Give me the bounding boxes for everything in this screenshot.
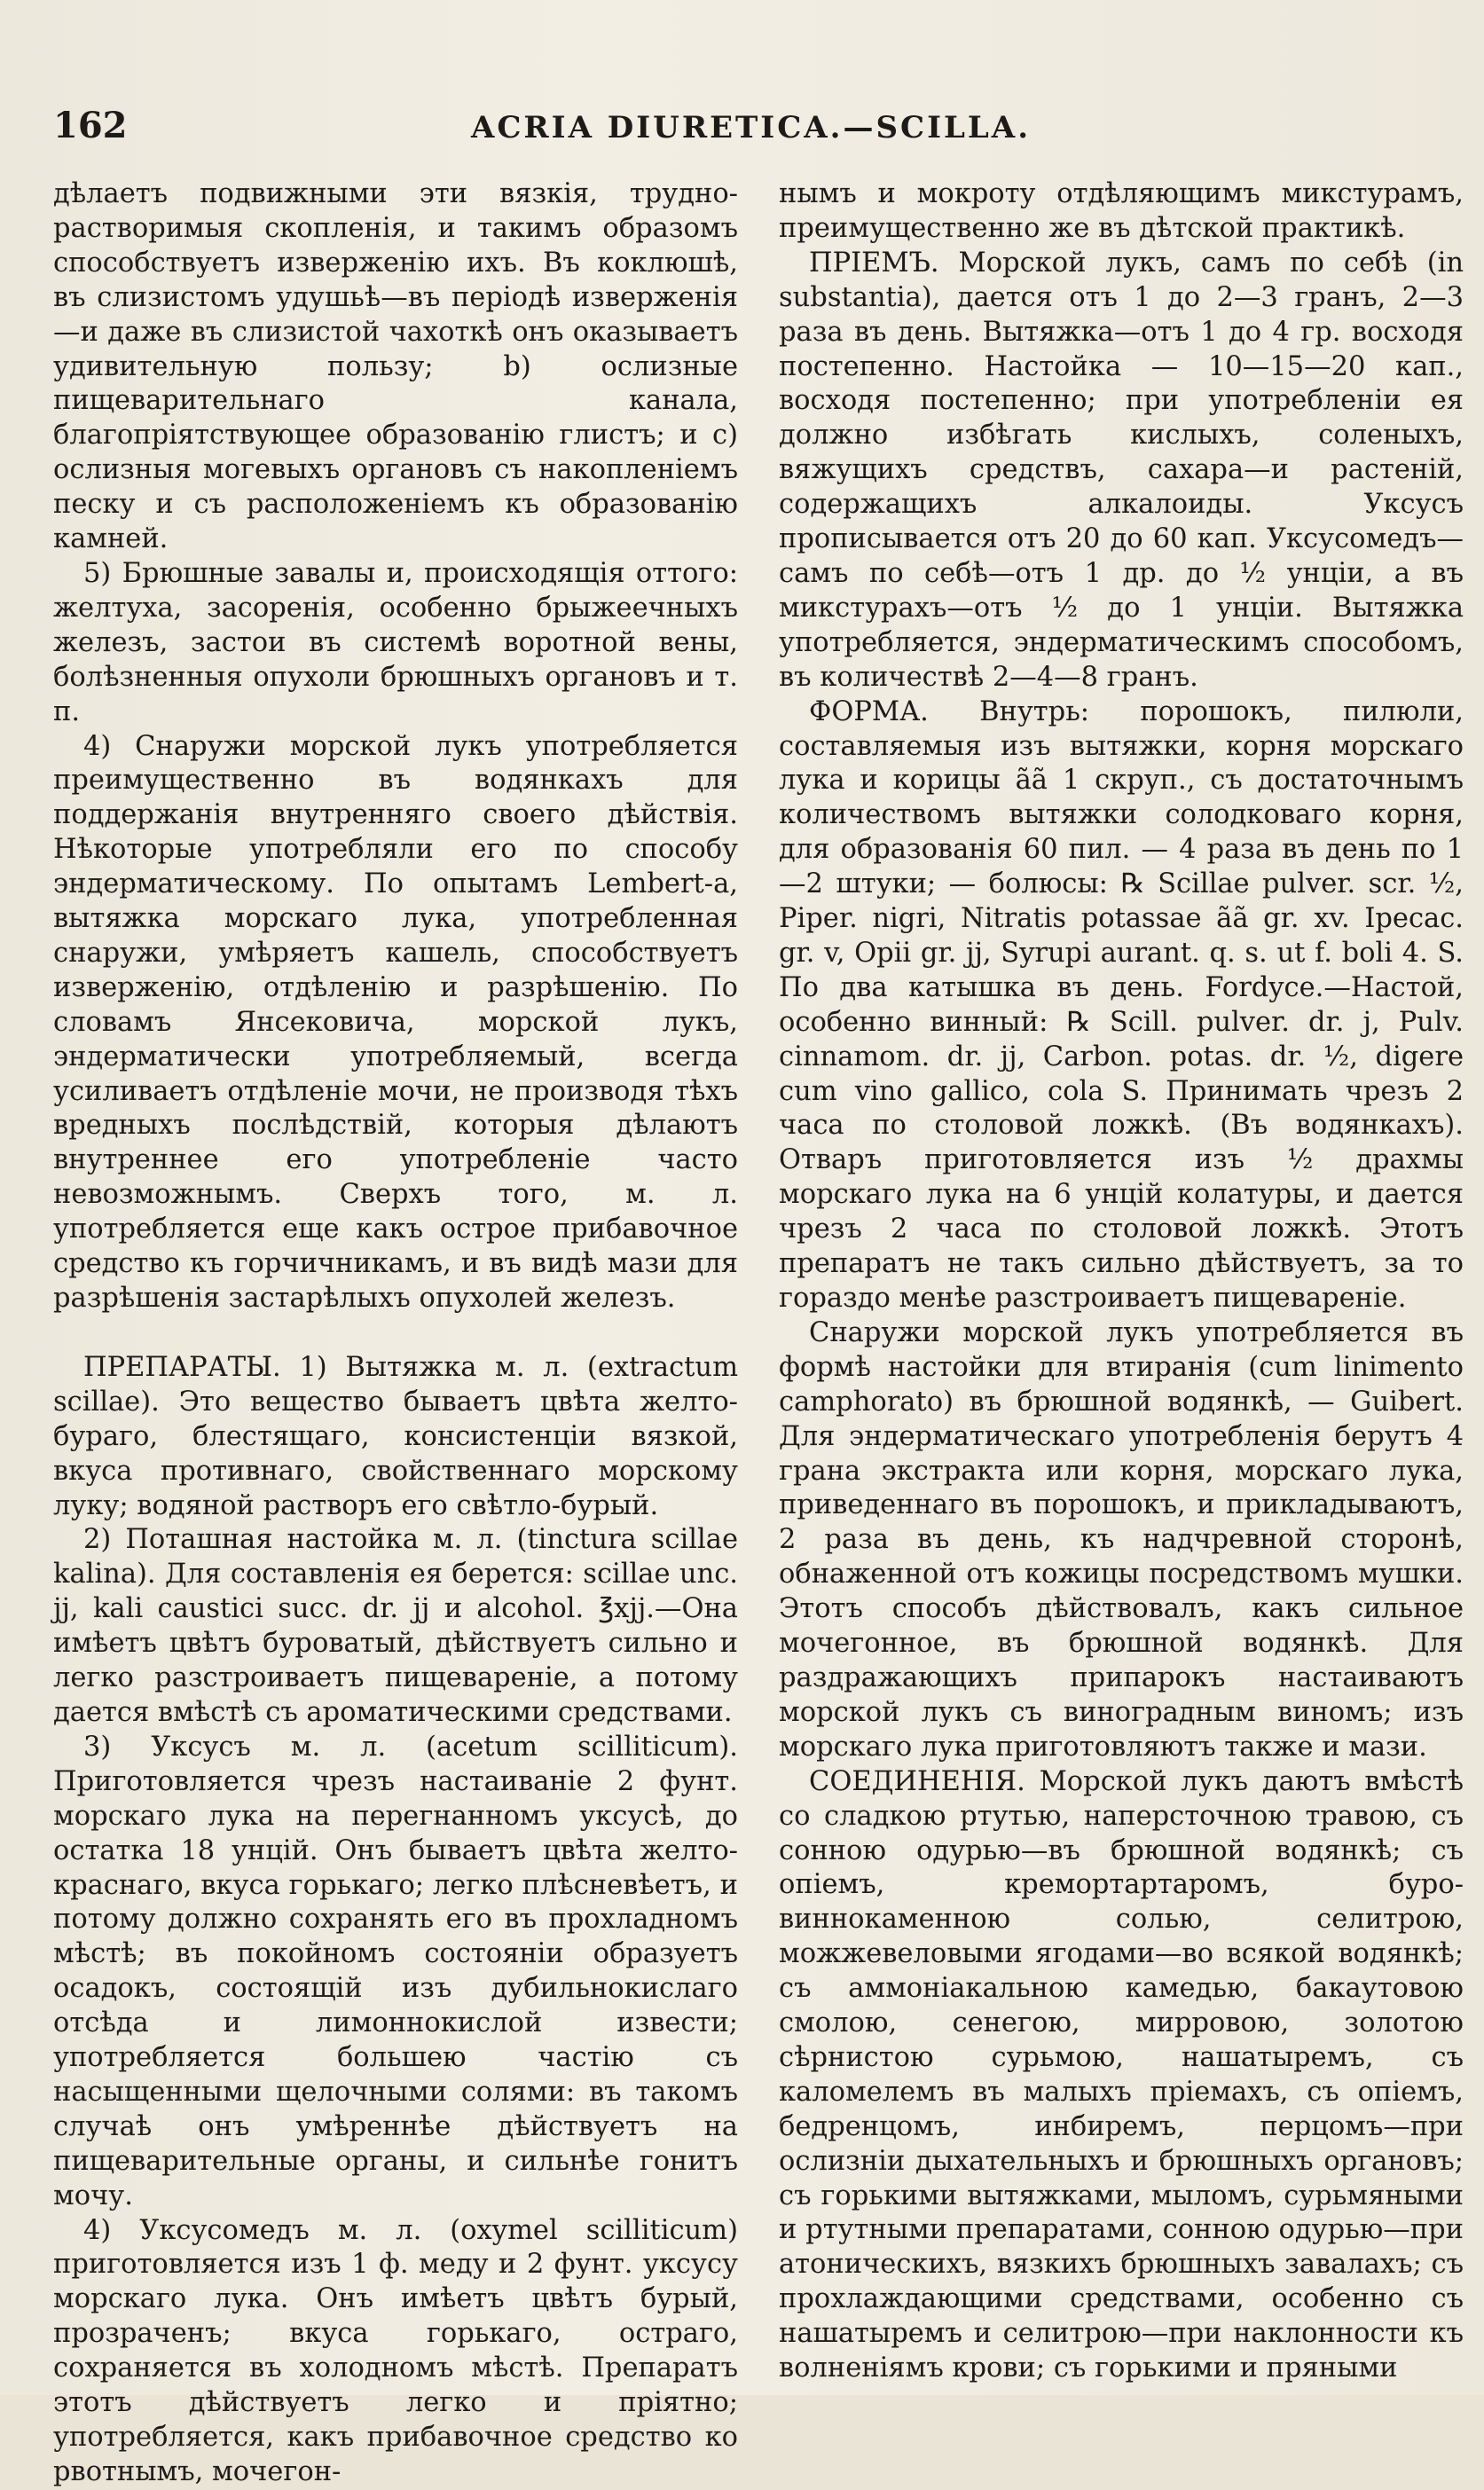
section-combinations: СОЕДИНЕНІЯ. Морской лукъ даютъ вмѣстѣ со сладкою ртутью, наперсточною травою, съ сонною одурью—въ брюшной водянкѣ; съ опіемъ, кремортартаромъ, буро-виннокаменною солью, селитрою, можжевеловыми ягодами—во всякой водянкѣ; съ аммоніакальною камедью, бакаутовою смолою, сенегою, мирровою, золотою сѣрнистою сурьмою, нашатыремъ, съ каломелемъ въ малыхъ пріемахъ, съ опіемъ, бедренцомъ, инбиремъ, перцомъ—при ослизніи дыхательныхъ и брюшныхъ органовъ; съ горькими вытяжками, мыломъ, сурьмяными и ртутными препаратами, сонною одурью—при атоническихъ, вязкихъ брюшныхъ завалахъ; съ прохлаждающими средствами, особенно съ нашатыремъ и селитрою—при наклонности къ волненіямъ крови; съ горькими и пряными <box>779 1765 1464 2384</box>
paragraph: 2) Поташная настойка м. л. (tinctura scillae kalina). Для составленія ея берется: scillae unc. jj, kali caustici succ. dr. jj и alcohol. ℥xjj.—Она имѣетъ цвѣтъ буроватый, дѣйствуетъ сильно и легко разстроиваетъ пищевареніе, а потому дается вмѣстѣ съ ароматическими средствами. <box>53 1524 738 1728</box>
page-number: 162 <box>53 105 128 146</box>
left-column <box>53 177 738 2490</box>
section-form: ФОРМА. Внутрь: порошокъ, пилюли, составляемыя изъ вытяжки, корня морскаго лука и корицы ãã 1 скруп., съ достаточнымъ количествомъ вытяжки солодковаго корня, для образованія 60 пил. — 4 раза въ день по 1—2 штуки; — болюсы: ℞ Scillae pulver. scr. ½, Piper. nigri, Nitratis potassae ãã gr. xv. Ipecac. gr. v, Opii gr. jj, Syrupi aurant. q. s. ut f. boli 4. S. По два катышка въ день. Fordyce.—Настой, особенно винный: ℞ Scill. pulver. dr. j, Pulv. cinnamom. dr. jj, Carbon. potas. dr. ½, digere cum vino gallico, cola S. Принимать чрезъ 2 часа по столовой ложкѣ. (Въ водянкахъ). Отваръ приготовляется изъ ½ драхмы морскаго лука на 6 унцій колатуры, и дается чрезъ 2 часа по столовой ложкѣ. Этотъ препаратъ не такъ сильно дѣйствуетъ, за то гораздо менѣе разстроиваетъ пищевареніе. <box>779 695 1464 1314</box>
paragraph: Снаружи морской лукъ употребляется въ формѣ настойки для втиранія (cum linimento camphorato) въ брюшной водянкѣ, — Guibert. Для эндерматическаго употребленія берутъ 4 грана экстракта или корня, морскаго лука, приведеннаго въ порошокъ, и прикладываютъ, 2 раза въ день, къ надчревной сторонѣ, обнаженной отъ кожицы посредствомъ мушки. Этотъ способъ дѣйствовалъ, какъ сильное мочегонное, въ брюшной водянкѣ. Для раздражающихъ припарокъ настаиваютъ морской лукъ съ виноградным виномъ; изъ морскаго лука приготовляютъ также и мази. <box>779 1316 1464 1763</box>
paragraph: нымъ и мокроту отдѣляющимъ микстурамъ, преимущественно же въ дѣтской практикѣ. <box>779 178 1464 244</box>
paragraph: дѣлаетъ подвижными эти вязкія, трудно-растворимыя скопленія, и такимъ образомъ способствуетъ изверженію ихъ. Въ коклюшѣ, въ слизистомъ удушьѣ—въ періодѣ изверженія—и даже въ слизистой чахоткѣ онъ оказываетъ удивительную пользу; b) ослизные пищеварительнаго канала, благопріятствующее образованію глистъ; и c) ослизныя могевыхъ органовъ съ накопленіемъ песку и съ расположеніемъ къ образованію камней. <box>53 178 738 555</box>
paragraph: 4) Уксусомедъ м. л. (oxymel scilliticum) приготовляется изъ 1 ф. меду и 2 фунт. уксусу морскаго лука. Онъ имѣетъ цвѣтъ бурый, прозраченъ; вкуса горькаго, остраго, сохраняется въ холодномъ мѣстѣ. Препаратъ этотъ дѣйствуетъ легко и пріятно; употребляется, какъ прибавочное средство ко рвотнымъ, мочегон- <box>53 2214 738 2487</box>
paragraph: 4) Снаружи морской лукъ употребляется преимущественно въ водянкахъ для поддержанія внутренняго своего дѣйствія. Нѣкоторые употребляли его по способу эндерматическому. По опытамъ Lembert-а, вытяжка морскаго лука, употребленная снаружи, умѣряетъ кашель, способствуетъ изверженію, отдѣленію и разрѣшенію. По словамъ Янсековича, морской лукъ, эндерматически употребляемый, всегда усиливаетъ отдѣленіе мочи, не производя тѣхъ вредныхъ послѣдствій, которыя дѣлаютъ внутреннее его употребленіе часто невозможнымъ. Сверхъ того, м. л. употребляется еще какъ острое прибавочное средство къ горчичникамъ, и въ видѣ мази для разрѣшенія застарѣлыхъ опухолей железъ. <box>53 730 738 1314</box>
running-title: ACRIA DIURETICA.—SCILLA. <box>470 110 1032 145</box>
page-header <box>53 105 1449 158</box>
section-preparations: ПРЕПАРАТЫ. 1) Вытяжка м. л. (extractum scillae). Это вещество бываетъ цвѣта желто-бураго, блестящаго, консистенціи вязкой, вкуса противнаго, свойственнаго морскому луку; водяной растворъ его свѣтло-бурый. <box>53 1351 738 1521</box>
paragraph: 5) Брюшные завалы и, происходящія оттого: желтуха, засоренія, особенно брыжеечныхъ железъ, застои въ системѣ воротной вены, болѣзненныя опухоли брюшныхъ органовъ и т. п. <box>53 557 738 727</box>
right-column <box>779 177 1464 2386</box>
section-dosage: ПРІЕМЪ. Морской лукъ, самъ по себѣ (in substantia), дается отъ 1 до 2—3 гранъ, 2—3 раза въ день. Вытяжка—отъ 1 до 4 гр. восходя постепенно. Настойка — 10—15—20 кап., восходя постепенно; при употребленіи ея должно избѣгать кислыхъ, соленыхъ, вяжущихъ средствъ, сахара—и растеній, содержащихъ алкалоиды. Уксусъ прописывается отъ 20 до 60 кап. Уксусомедъ—самъ по себѣ—отъ 1 др. до ½ унціи, а въ микстурахъ—отъ ½ до 1 унціи. Вытяжка употребляется, эндерматическимъ способомъ, въ количествѣ 2—4—8 гранъ. <box>779 247 1464 693</box>
paragraph: 3) Уксусъ м. л. (acetum scilliticum). Приготовляется чрезъ настаиваніе 2 фунт. морскаго лука на перегнанномъ уксусѣ, до остатка 18 унцій. Онъ бываетъ цвѣта желто-краснаго, вкуса горькаго; легко плѣсневѣетъ, и потому должно сохранять его въ прохладномъ мѣстѣ; въ покойномъ состояніи образуетъ осадокъ, состоящій изъ дубильнокислаго отсѣда и лимоннокислой извести; употребляется большею частію съ насыщенными щелочными солями: въ такомъ случаѣ онъ умѣреннѣе дѣйствуетъ на пищеварительные органы, и сильнѣе гонитъ мочу. <box>53 1731 738 2211</box>
